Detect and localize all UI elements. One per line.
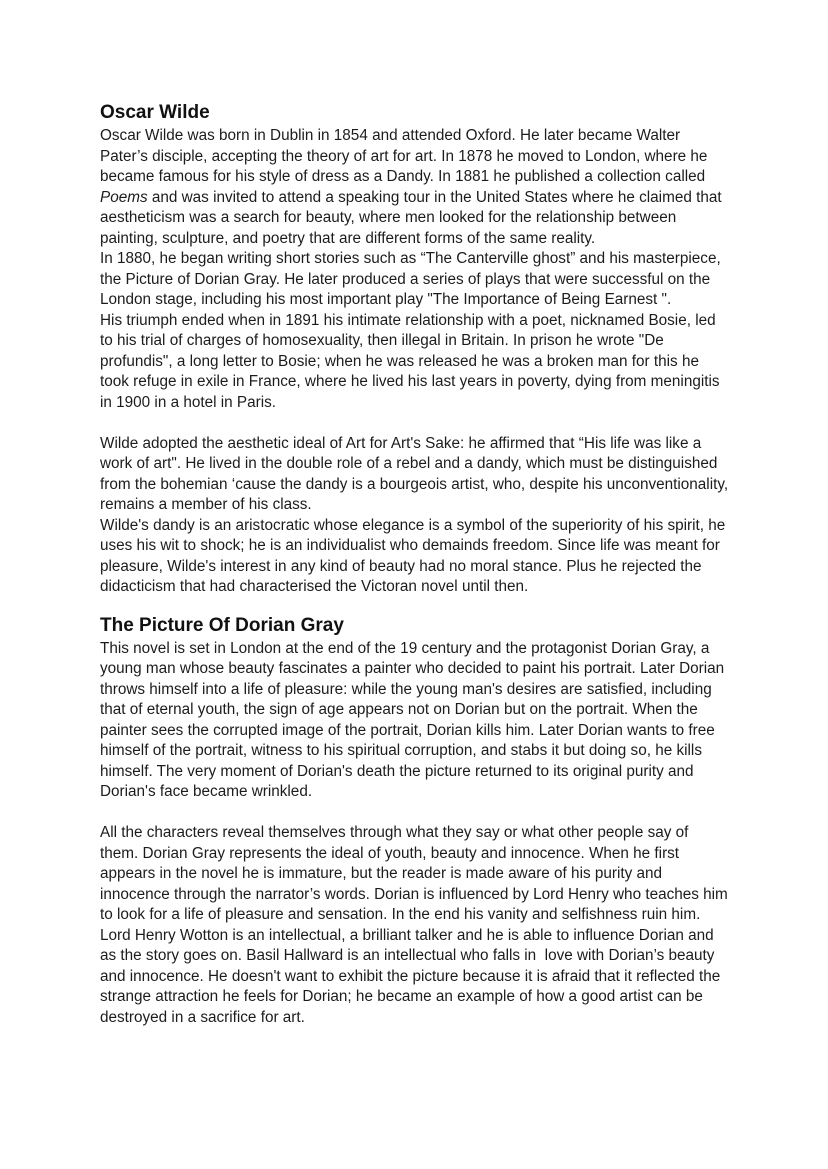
paragraph-wilde-biography — [100, 126, 730, 249]
paragraph-wilde-works: In 1880, he began writing short stories such as “The Canterville ghost” and his masterpiece, the Picture of Dorian Gray. He later produced a series of plays that were successful on the London stage, including his most important play "The Importance of Being Earnest ". — [100, 250, 725, 308]
paragraph-novel-characters: All the characters reveal themselves through what they say or what other people say of them. Dorian Gray represents the ideal of youth, beauty and innocence. When he first appears in the novel he is immature, but the reader is made aware of his purity and innocence through the narrator’s words. Dorian is influenced by Lord Henry who teaches him to look for a life of pleasure and sensation. In the end his vanity and selfishness ruin him. Lord Henry Wotton is an intellectual, a brilliant talker and he is able to influence Dorian and as the story goes on. Basil Hallward is an intellectual who falls in love with Dorian’s beauty and innocence. He doesn't want to exhibit the picture because it is afraid that it reflected the strange attraction he feels for Dorian; he became an example of how a good artist can be destroyed in a sacrifice for art. — [100, 824, 733, 1026]
paragraph-wilde-dandy: Wilde's dandy is an aristocratic whose elegance is a symbol of the superiority of his spirit, he uses his wit to shock; he is an individualist who demainds freedom. Since life was meant for pleasure, Wilde's interest in any kind of beauty had no moral stance. Plus he rejected the didacticism that had characterised the Victoran novel until then. — [100, 516, 730, 595]
paragraph-wilde-trial: His triumph ended when in 1891 his intimate relationship with a poet, nicknamed Bosie, led to his trial of charges of homosexuality, then illegal in Britain. In prison he wrote "De profundis", a long letter to Bosie; when he was released he was a broken man for this he took refuge in exile in France, where he lived his last years in poverty, dying from meningitis in 1900 in a hotel in Paris. — [100, 311, 724, 411]
book-title-poems-italic: Poems — [100, 188, 148, 206]
heading-oscar-wilde: Oscar Wilde — [100, 102, 210, 123]
paragraph-wilde-aesthetic-ideal: Wilde adopted the aesthetic ideal of Art for Art's Sake: he affirmed that “His life was like a work of art". He lived in the double role of a rebel and a dandy, which must be distinguished from the bohemian ‘cause the dandy is a bourgeois artist, who, despite his unconventionality, remains a member of his class. — [100, 434, 733, 513]
paragraph-text: and was invited to attend a speaking tour in the United States where he claimed that aestheticism was a search for beauty, where men looked for the relationship between painting, sculpture, and poetry that are different forms of the same reality. — [100, 188, 726, 247]
heading-picture-of-dorian-gray: The Picture Of Dorian Gray — [100, 614, 344, 636]
paragraph-novel-plot: This novel is set in London at the end of the 19 century and the protagonist Dorian Gray, a young man whose beauty fascinates a painter who decided to paint his portrait. Later Dorian throws himself into a life of pleasure: while the young man's desires are satisfied, including that of eternal youth, the sign of age appears not on Dorian but on the portrait. When the painter sees the corrupted image of the portrait, Dorian kills him. Later Dorian wants to free himself of the portrait, witness to his spiritual corruption, and stabs it but doing so, he kills himself. The very moment of Dorian's death the picture returned to its original purity and Dorian's face became wrinkled. — [100, 639, 729, 800]
paragraph-text: Oscar Wilde was born in Dublin in 1854 and attended Oxford. He later became Walter Pater’s disciple, accepting the theory of art for art. In 1878 he moved to London, where he became famous for his style of dress as a Dandy. In 1881 he published a collection called — [100, 127, 712, 185]
